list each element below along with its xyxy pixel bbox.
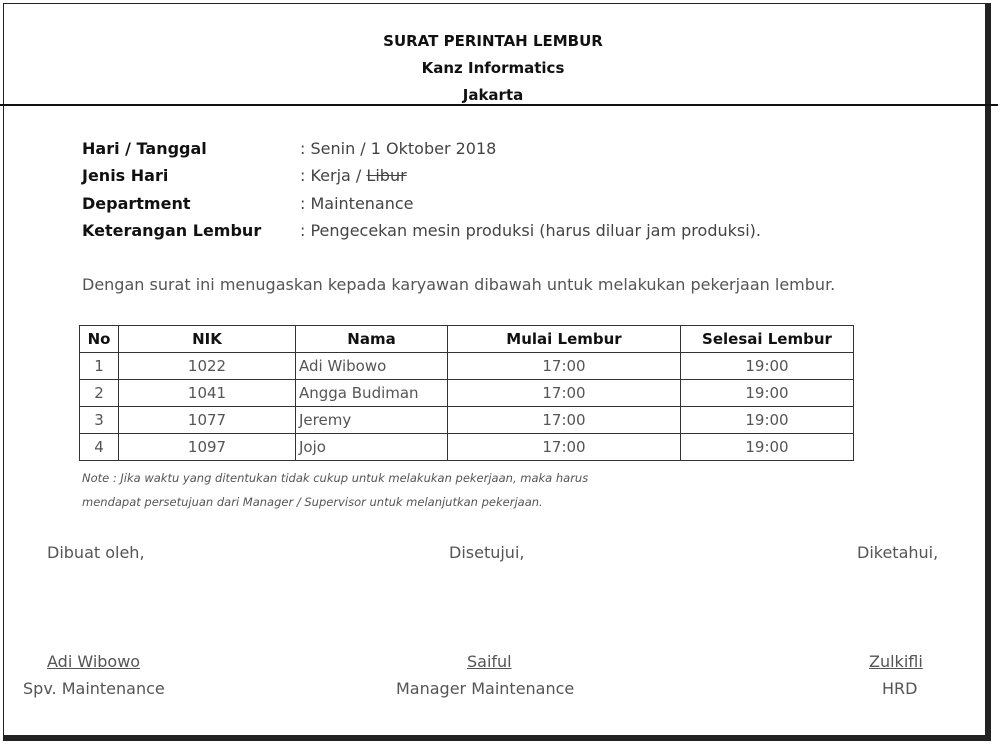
intro-paragraph: Dengan surat ini menugaskan kepada karyawan dibawah untuk melakukan pekerjaan lembur. (82, 275, 836, 294)
table-row (80, 434, 854, 461)
department-value: : Maintenance (300, 194, 414, 213)
header-selesai-lembur: Selesai Lembur (681, 326, 854, 353)
cell-nik: 1041 (119, 380, 296, 407)
acknowledged-label: Diketahui, (857, 543, 939, 562)
cell-selesai: 19:00 (681, 434, 854, 461)
approved-label: Disetujui, (449, 543, 525, 562)
cell-no: 2 (80, 380, 119, 407)
department-label: Department (82, 194, 191, 213)
signer-right-name: Zulkifli (869, 652, 923, 671)
header-nik: NIK (119, 326, 296, 353)
cell-mulai: 17:00 (448, 434, 681, 461)
cell-mulai: 17:00 (448, 380, 681, 407)
cell-selesai: 19:00 (681, 380, 854, 407)
header-mulai-lembur: Mulai Lembur (448, 326, 681, 353)
header-nama: Nama (296, 326, 448, 353)
signer-right-title: HRD (882, 679, 918, 698)
cell-no: 3 (80, 407, 119, 434)
cell-no: 4 (80, 434, 119, 461)
table-row (80, 407, 854, 434)
signer-mid-name: Saiful (467, 652, 512, 671)
overtime-table (79, 325, 854, 461)
cell-nama: Adi Wibowo (296, 353, 448, 380)
document-title: SURAT PERINTAH LEMBUR (383, 32, 603, 50)
city-name: Jakarta (462, 86, 524, 104)
description-label: Keterangan Lembur (82, 221, 262, 240)
cell-mulai: 17:00 (448, 407, 681, 434)
note-line-2: mendapat persetujuan dari Manager / Supervisor untuk melanjutkan pekerjaan. (82, 495, 543, 509)
signer-left-title: Spv. Maintenance (23, 679, 165, 698)
cell-selesai: 19:00 (681, 353, 854, 380)
made-by-label: Dibuat oleh, (47, 543, 145, 562)
cell-nama: Jeremy (296, 407, 448, 434)
document-header (0, 28, 986, 109)
day-label: Hari / Tanggal (82, 139, 207, 158)
cell-nik: 1022 (119, 353, 296, 380)
note-line-1: Note : Jika waktu yang ditentukan tidak cukup untuk melakukan pekerjaan, maka harus (82, 471, 589, 485)
cell-nama: Jojo (296, 434, 448, 461)
cell-nama: Angga Budiman (296, 380, 448, 407)
type-value-prefix: : Kerja / (300, 166, 362, 185)
table-header-row (80, 326, 854, 353)
type-label: Jenis Hari (82, 166, 169, 185)
day-value: : Senin / 1 Oktober 2018 (300, 139, 497, 158)
type-value-struck: Libur (366, 166, 407, 185)
header-no: No (80, 326, 119, 353)
cell-selesai: 19:00 (681, 407, 854, 434)
description-value: : Pengecekan mesin produksi (harus diluar jam produksi). (300, 221, 761, 240)
company-name: Kanz Informatics (421, 59, 565, 77)
note-text (82, 466, 588, 514)
type-value (300, 166, 407, 185)
table-row (80, 380, 854, 407)
signer-left-name: Adi Wibowo (47, 652, 141, 671)
table-row (80, 353, 854, 380)
header-divider (0, 104, 998, 106)
signer-mid-title: Manager Maintenance (396, 679, 575, 698)
cell-mulai: 17:00 (448, 353, 681, 380)
cell-nik: 1077 (119, 407, 296, 434)
cell-no: 1 (80, 353, 119, 380)
cell-nik: 1097 (119, 434, 296, 461)
